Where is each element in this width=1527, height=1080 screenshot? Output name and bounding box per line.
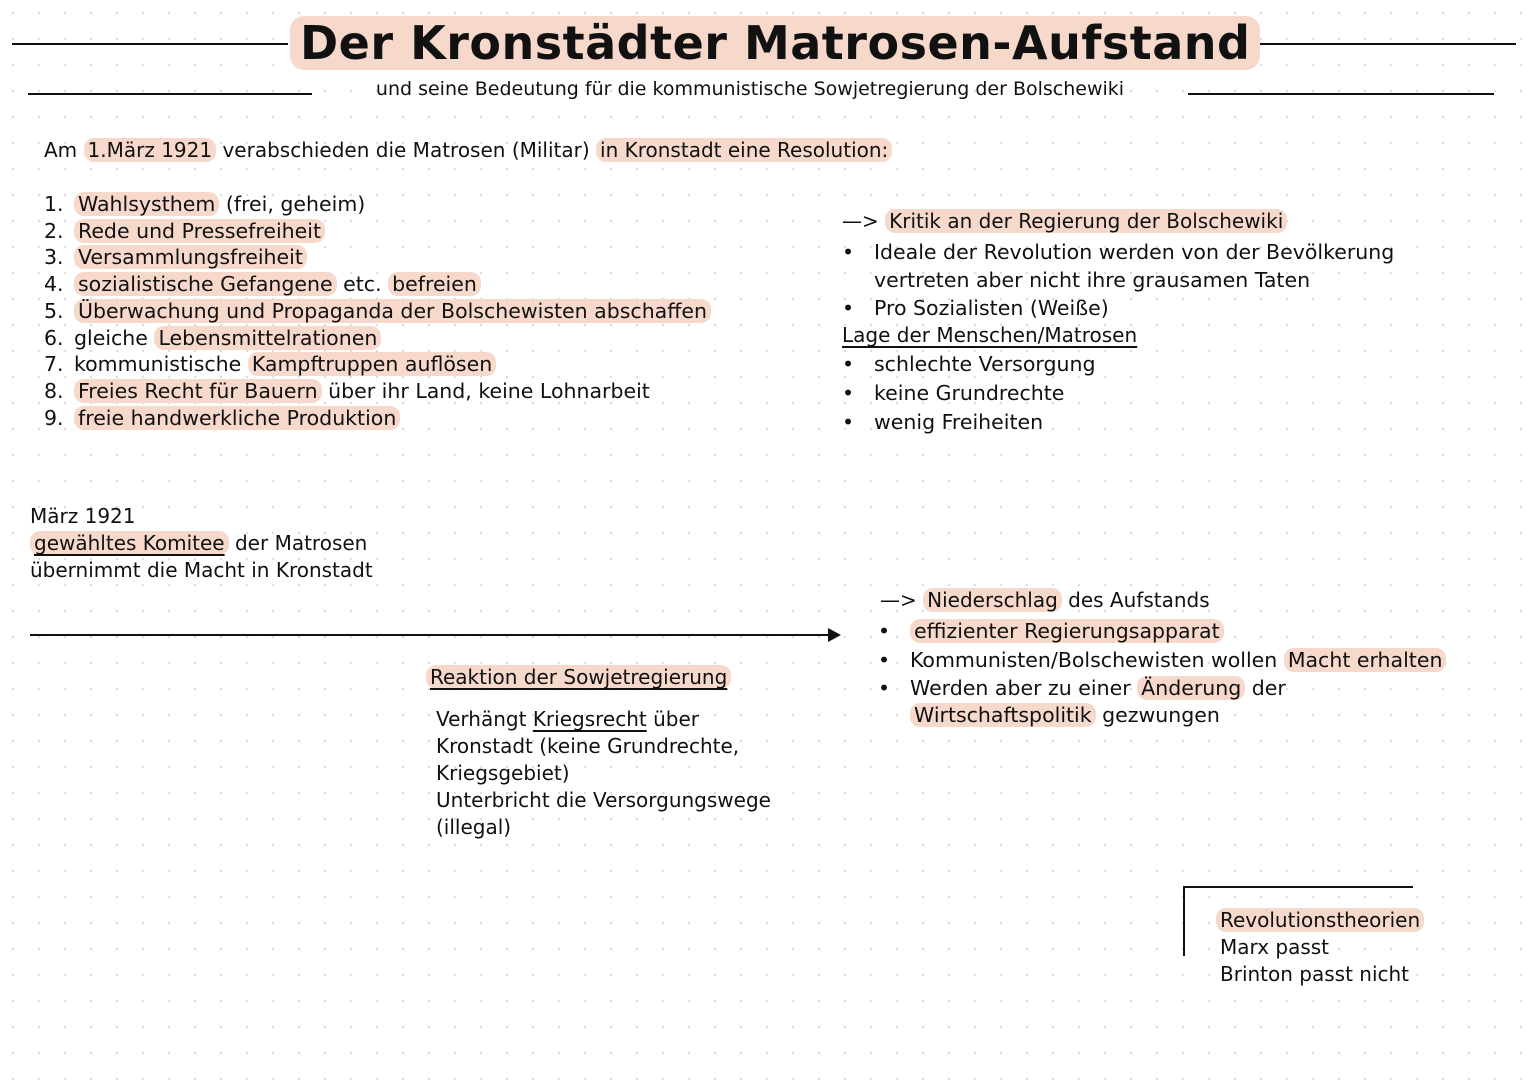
list-item: 1. Wahlsysthem (frei, geheim) [44, 192, 366, 216]
list-item: 5. Überwachung und Propaganda der Bolschewisten abschaffen [44, 298, 711, 325]
outcome-bullets [878, 617, 1446, 729]
list-item: 2. Rede und Pressefreiheit [44, 218, 711, 245]
timeline-arrow [30, 634, 830, 636]
list-item: 7. kommunistische Kampftruppen auflösen [44, 351, 711, 378]
page-title [290, 14, 1251, 72]
list-item: • schlechte Versorgung [842, 350, 1095, 379]
committee: gewähltes Komitee [30, 531, 229, 555]
intro-part2: verabschieden die Matrosen (Militar) [222, 138, 590, 162]
martial-law: Kriegsrecht [532, 707, 647, 731]
intro-line [44, 137, 892, 164]
list-item: • keine Grundrechte [842, 379, 1095, 408]
list-item: • effizienter Regierungsapparat [878, 617, 1446, 646]
list-item: 8. Freies Recht für Bauern über ihr Land, keine Lohnarbeit [44, 378, 650, 403]
reaction-line3: Kriegsgebiet) [436, 761, 570, 785]
critique-heading [842, 208, 1287, 235]
critique-bullets [842, 238, 1394, 323]
intro-part1: Am [44, 138, 78, 162]
list-item: • Pro Sozialisten (Weiße) [842, 294, 1394, 323]
outcome-heading: —> Niederschlag des Aufstands [880, 588, 1210, 612]
situation-bullets [842, 350, 1095, 437]
theories-heading: Revolutionstheorien [1216, 907, 1424, 934]
list-item: • Werden aber zu einer Änderung der [878, 675, 1446, 702]
title-rule-left [12, 43, 288, 45]
subtitle: und seine Bedeutung für die kommunistische Sowjetregierung der Bolschewiki [375, 78, 1125, 100]
march-line1: gewähltes Komitee der Matrosen [30, 530, 373, 557]
reaction-line4: Unterbricht die Versorgungswege [436, 788, 771, 812]
intro-part3: in Kronstadt eine Resolution: [596, 138, 892, 162]
list-item: 4. sozialistische Gefangene etc. befreien [44, 271, 711, 298]
list-item: 3. Versammlungsfreiheit [44, 244, 711, 271]
arrow-icon: —> [842, 209, 879, 233]
subtitle-rule-right [1188, 93, 1494, 95]
reaction-line1: Verhängt Kriegsrecht über [436, 707, 699, 731]
list-item-continuation: Wirtschaftspolitik gezwungen [878, 702, 1446, 729]
page-title-text: Der Kronstädter Matrosen-Aufstand [290, 16, 1260, 70]
timeline-arrowhead-icon [828, 628, 841, 642]
reaction-heading [426, 664, 731, 691]
theories-block [1216, 907, 1424, 988]
reaction-heading-text: Reaktion der Sowjetregierung [426, 665, 731, 689]
outcome-hl: Niederschlag [923, 588, 1062, 612]
theory-marx: Marx passt [1220, 935, 1330, 959]
list-item: • Ideale der Revolution werden von der Bevölkerung [842, 238, 1394, 267]
intro-date: 1.März 1921 [84, 138, 217, 162]
critique-heading-text: Kritik an der Regierung der Bolschewiki [885, 209, 1287, 233]
reaction-body [436, 706, 771, 841]
list-item: • Kommunisten/Bolschewisten wollen Macht erhalten [878, 646, 1446, 675]
march-line2: übernimmt die Macht in Kronstadt [30, 558, 373, 582]
reaction-line2: Kronstadt (keine Grundrechte, [436, 734, 740, 758]
list-item-continuation: vertreten aber nicht ihre grausamen Taten [874, 268, 1311, 292]
situation-heading: Lage der Menschen/Matrosen [842, 323, 1138, 347]
march-block [30, 503, 373, 584]
reaction-line5: (illegal) [436, 815, 512, 839]
resolution-list [44, 191, 711, 431]
list-item: 6. gleiche Lebensmittelrationen [44, 325, 711, 352]
arrow-icon: —> [880, 588, 917, 612]
list-item: • wenig Freiheiten [842, 408, 1095, 437]
march-date: März 1921 [30, 504, 136, 528]
theory-brinton: Brinton passt nicht [1220, 962, 1410, 986]
subtitle-rule-left [28, 93, 312, 95]
list-item: 9. freie handwerkliche Produktion [44, 405, 711, 432]
